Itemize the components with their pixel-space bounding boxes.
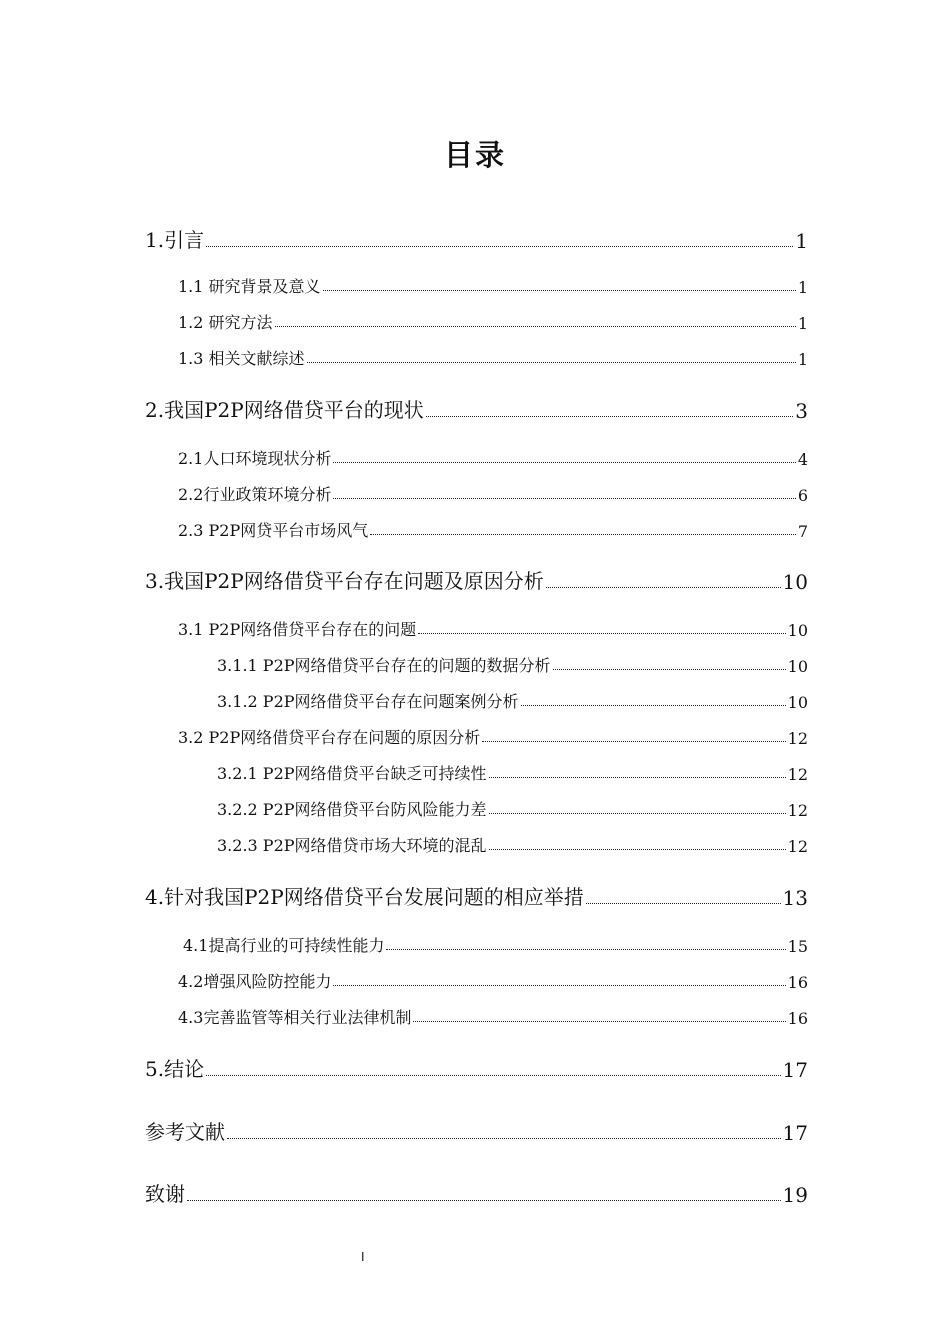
toc-leader-dots: [370, 534, 796, 535]
toc-entry-text: 3.2 P2P网络借贷平台存在问题的原因分析: [178, 728, 481, 747]
toc-entry-page: 4: [797, 450, 808, 469]
toc-leader-dots: [546, 587, 781, 588]
toc-leader-dots: [307, 362, 796, 363]
toc-leader-dots: [333, 498, 795, 499]
toc-entry-text: 4.针对我国P2P网络借贷平台发展问题的相应举措: [145, 885, 584, 909]
toc-entry-page: 16: [787, 1009, 808, 1028]
toc-entry-page: 1: [797, 314, 808, 333]
toc-entry-text: 参考文献: [145, 1120, 225, 1144]
toc-entry-text: 2.3 P2P网贷平台市场风气: [178, 521, 369, 540]
toc-leader-dots: [586, 903, 781, 904]
toc-entry-3[interactable]: [145, 564, 808, 594]
toc-entry-2-3[interactable]: [178, 517, 808, 541]
toc-entry-page: 12: [787, 765, 808, 784]
toc-entry-text: 1.3 相关文献综述: [178, 349, 305, 368]
toc-entry-text: 致谢: [145, 1182, 185, 1206]
toc-entry-3-2[interactable]: [178, 724, 808, 748]
toc-entry-page: 6: [797, 486, 808, 505]
toc-entry-text: 3.1.1 P2P网络借贷平台存在的问题的数据分析: [217, 656, 551, 675]
toc-entry-2-1[interactable]: [178, 445, 808, 469]
toc-leader-dots: [553, 669, 786, 670]
toc-leader-dots: [482, 741, 785, 742]
toc-entry-text: 2.2行业政策环境分析: [178, 485, 332, 504]
toc-entry-page: 1: [797, 278, 808, 297]
toc-leader-dots: [489, 777, 786, 778]
toc-entry-page: 15: [787, 937, 808, 956]
toc-leader-dots: [413, 1021, 785, 1022]
toc-entry-1-3[interactable]: [178, 345, 808, 369]
toc-entry-page: 10: [782, 570, 808, 594]
toc-entry-3-2-2[interactable]: [217, 796, 808, 820]
toc-entry-text: 1.引言: [145, 228, 205, 252]
toc-leader-dots: [386, 949, 785, 950]
toc-entry-4-3[interactable]: [178, 1004, 808, 1028]
toc-entry-1-2[interactable]: [178, 309, 808, 333]
toc-entry-page: 10: [787, 693, 808, 712]
toc-entry-text: 3.我国P2P网络借贷平台存在问题及原因分析: [145, 569, 544, 593]
toc-entry-acknowledgements[interactable]: [145, 1177, 808, 1207]
toc-entry-page: 1: [797, 350, 808, 369]
toc-entry-page: 17: [782, 1058, 808, 1082]
toc-entry-page: 12: [787, 837, 808, 856]
toc-entry-3-2-3[interactable]: [217, 832, 808, 856]
toc-leader-dots: [426, 416, 794, 417]
toc-entry-2-2[interactable]: [178, 481, 808, 505]
toc-entry-text: 3.2.2 P2P网络借贷平台防风险能力差: [217, 800, 487, 819]
toc-entry-references[interactable]: [145, 1115, 808, 1145]
toc-entry-text: 3.2.3 P2P网络借贷市场大环境的混乱: [217, 836, 487, 855]
toc-entry-1-1[interactable]: [178, 273, 808, 297]
toc-leader-dots: [418, 633, 785, 634]
toc-entry-text: 4.2增强风险防控能力: [178, 972, 332, 991]
toc-entry-2[interactable]: [145, 393, 808, 423]
toc-entry-text: 3.2.1 P2P网络借贷平台缺乏可持续性: [217, 764, 487, 783]
toc-entry-page: 12: [787, 801, 808, 820]
toc-leader-dots: [227, 1138, 781, 1139]
toc-leader-dots: [521, 705, 786, 706]
toc-entry-page: 1: [795, 229, 808, 253]
toc-entry-text: 4.1提高行业的可持续性能力: [183, 936, 385, 955]
toc-entry-page: 19: [782, 1183, 808, 1207]
toc-leader-dots: [489, 849, 786, 850]
toc-leader-dots: [187, 1200, 781, 1201]
toc-entry-3-2-1[interactable]: [217, 760, 808, 784]
toc-entry-page: 7: [797, 522, 808, 541]
toc-entry-text: 2.1人口环境现状分析: [178, 449, 332, 468]
toc-entry-text: 1.2 研究方法: [178, 313, 273, 332]
toc-entry-text: 1.1 研究背景及意义: [178, 277, 321, 296]
toc-entry-page: 3: [795, 399, 808, 423]
toc-leader-dots: [489, 813, 786, 814]
toc-entry-text: 3.1.2 P2P网络借贷平台存在问题案例分析: [217, 692, 519, 711]
toc-entry-page: 13: [782, 886, 808, 910]
toc-leader-dots: [333, 985, 785, 986]
toc-leader-dots: [323, 290, 796, 291]
toc-entry-page: 16: [787, 973, 808, 992]
toc-entry-text: 3.1 P2P网络借贷平台存在的问题: [178, 620, 417, 639]
toc-leader-dots: [206, 1075, 780, 1076]
toc-entry-page: 17: [782, 1121, 808, 1145]
toc-leader-dots: [206, 246, 793, 247]
toc-entry-text: 5.结论: [145, 1057, 205, 1081]
toc-entry-page: 10: [787, 621, 808, 640]
page-number: I: [361, 1250, 365, 1264]
toc-entry-3-1-1[interactable]: [217, 652, 808, 676]
toc-leader-dots: [275, 326, 796, 327]
toc-entry-3-1-2[interactable]: [217, 688, 808, 712]
page-title: 目录: [443, 138, 506, 172]
toc-entry-text: 4.3完善监管等相关行业法律机制: [178, 1008, 412, 1027]
toc-entry-3-1[interactable]: [178, 616, 808, 640]
toc-entry-4[interactable]: [145, 880, 808, 910]
toc-entry-page: 10: [787, 657, 808, 676]
toc-entry-1[interactable]: [145, 223, 808, 253]
toc-entry-4-2[interactable]: [178, 968, 808, 992]
toc-leader-dots: [333, 462, 795, 463]
toc-entry-5[interactable]: [145, 1052, 808, 1082]
toc-entry-text: 2.我国P2P网络借贷平台的现状: [145, 398, 424, 422]
toc-entry-page: 12: [787, 729, 808, 748]
toc-entry-4-1[interactable]: [183, 932, 808, 956]
